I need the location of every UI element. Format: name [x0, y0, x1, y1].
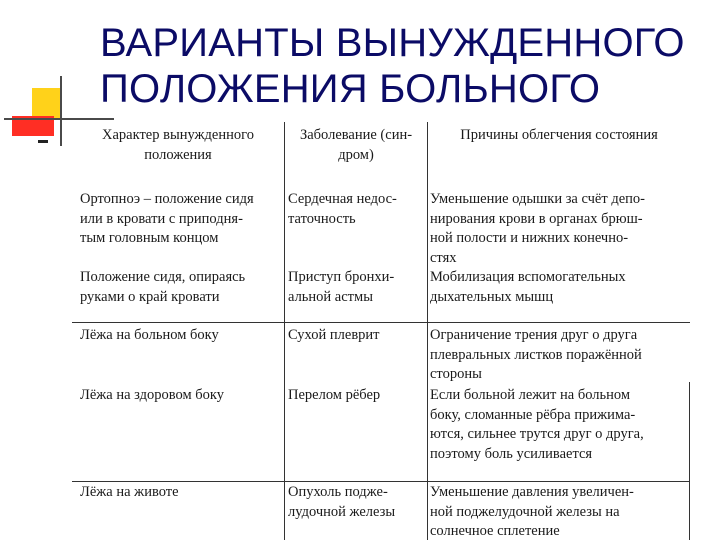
- table-cell: Сухой плеврит: [288, 327, 380, 343]
- column-divider-1: [284, 122, 285, 540]
- table-cell: Лёжа на животе: [80, 484, 179, 500]
- table-cell: Ортопноэ – положение сидя или в кровати с приподня- тым головным концом: [80, 191, 254, 246]
- vertical-line-decoration: [60, 76, 62, 146]
- table-cell: Сердечная недос- таточность: [288, 191, 397, 227]
- header-position: Характер вынужденного положения: [102, 127, 254, 163]
- row-divider-1: [72, 322, 690, 323]
- positions-table: [72, 122, 690, 540]
- row-divider-2: [72, 481, 690, 482]
- table-cell: Ограничение трения друг о друга плевральных листков поражённой стороны: [430, 327, 642, 382]
- table-cell: Положение сидя, опираясь руками о край кровати: [80, 269, 246, 305]
- table-cell: Уменьшение одышки за счёт депо- нирования крови в органах брюш- ной полости и нижних конечно- стях: [430, 191, 645, 266]
- table-cell: Лёжа на больном боку: [80, 327, 219, 343]
- table-cell: Мобилизация вспомогательных дыхательных мышц: [430, 269, 626, 305]
- table-cell: Приступ бронхи- альной астмы: [288, 269, 395, 305]
- table-cell: Перелом рёбер: [288, 387, 381, 403]
- table-cell: Опухоль подже- лудочной железы: [288, 484, 396, 520]
- header-relief-reason: Причины облегчения состояния: [460, 127, 658, 143]
- table-cell: Уменьшение давления увеличен- ной поджелудочной железы на солнечное сплетение: [430, 484, 634, 539]
- header-disease: Заболевание (син- дром): [299, 127, 413, 163]
- slide-title: [100, 20, 710, 112]
- column-divider-2: [427, 122, 428, 540]
- horizontal-line-decoration: [4, 118, 114, 120]
- table-cell: Лёжа на здоровом боку: [80, 387, 225, 403]
- table-cell: Если больной лежит на больном боку, сломанные рёбра прижима- ются, сильнее трутся друг о друга, поэтому боль усиливается: [430, 387, 644, 462]
- title-line-2: ПОЛОЖЕНИЯ БОЛЬНОГО: [100, 67, 601, 111]
- dash-decoration: [38, 140, 48, 143]
- title-line-1: ВАРИАНТЫ ВЫНУЖДЕННОГО: [100, 21, 685, 65]
